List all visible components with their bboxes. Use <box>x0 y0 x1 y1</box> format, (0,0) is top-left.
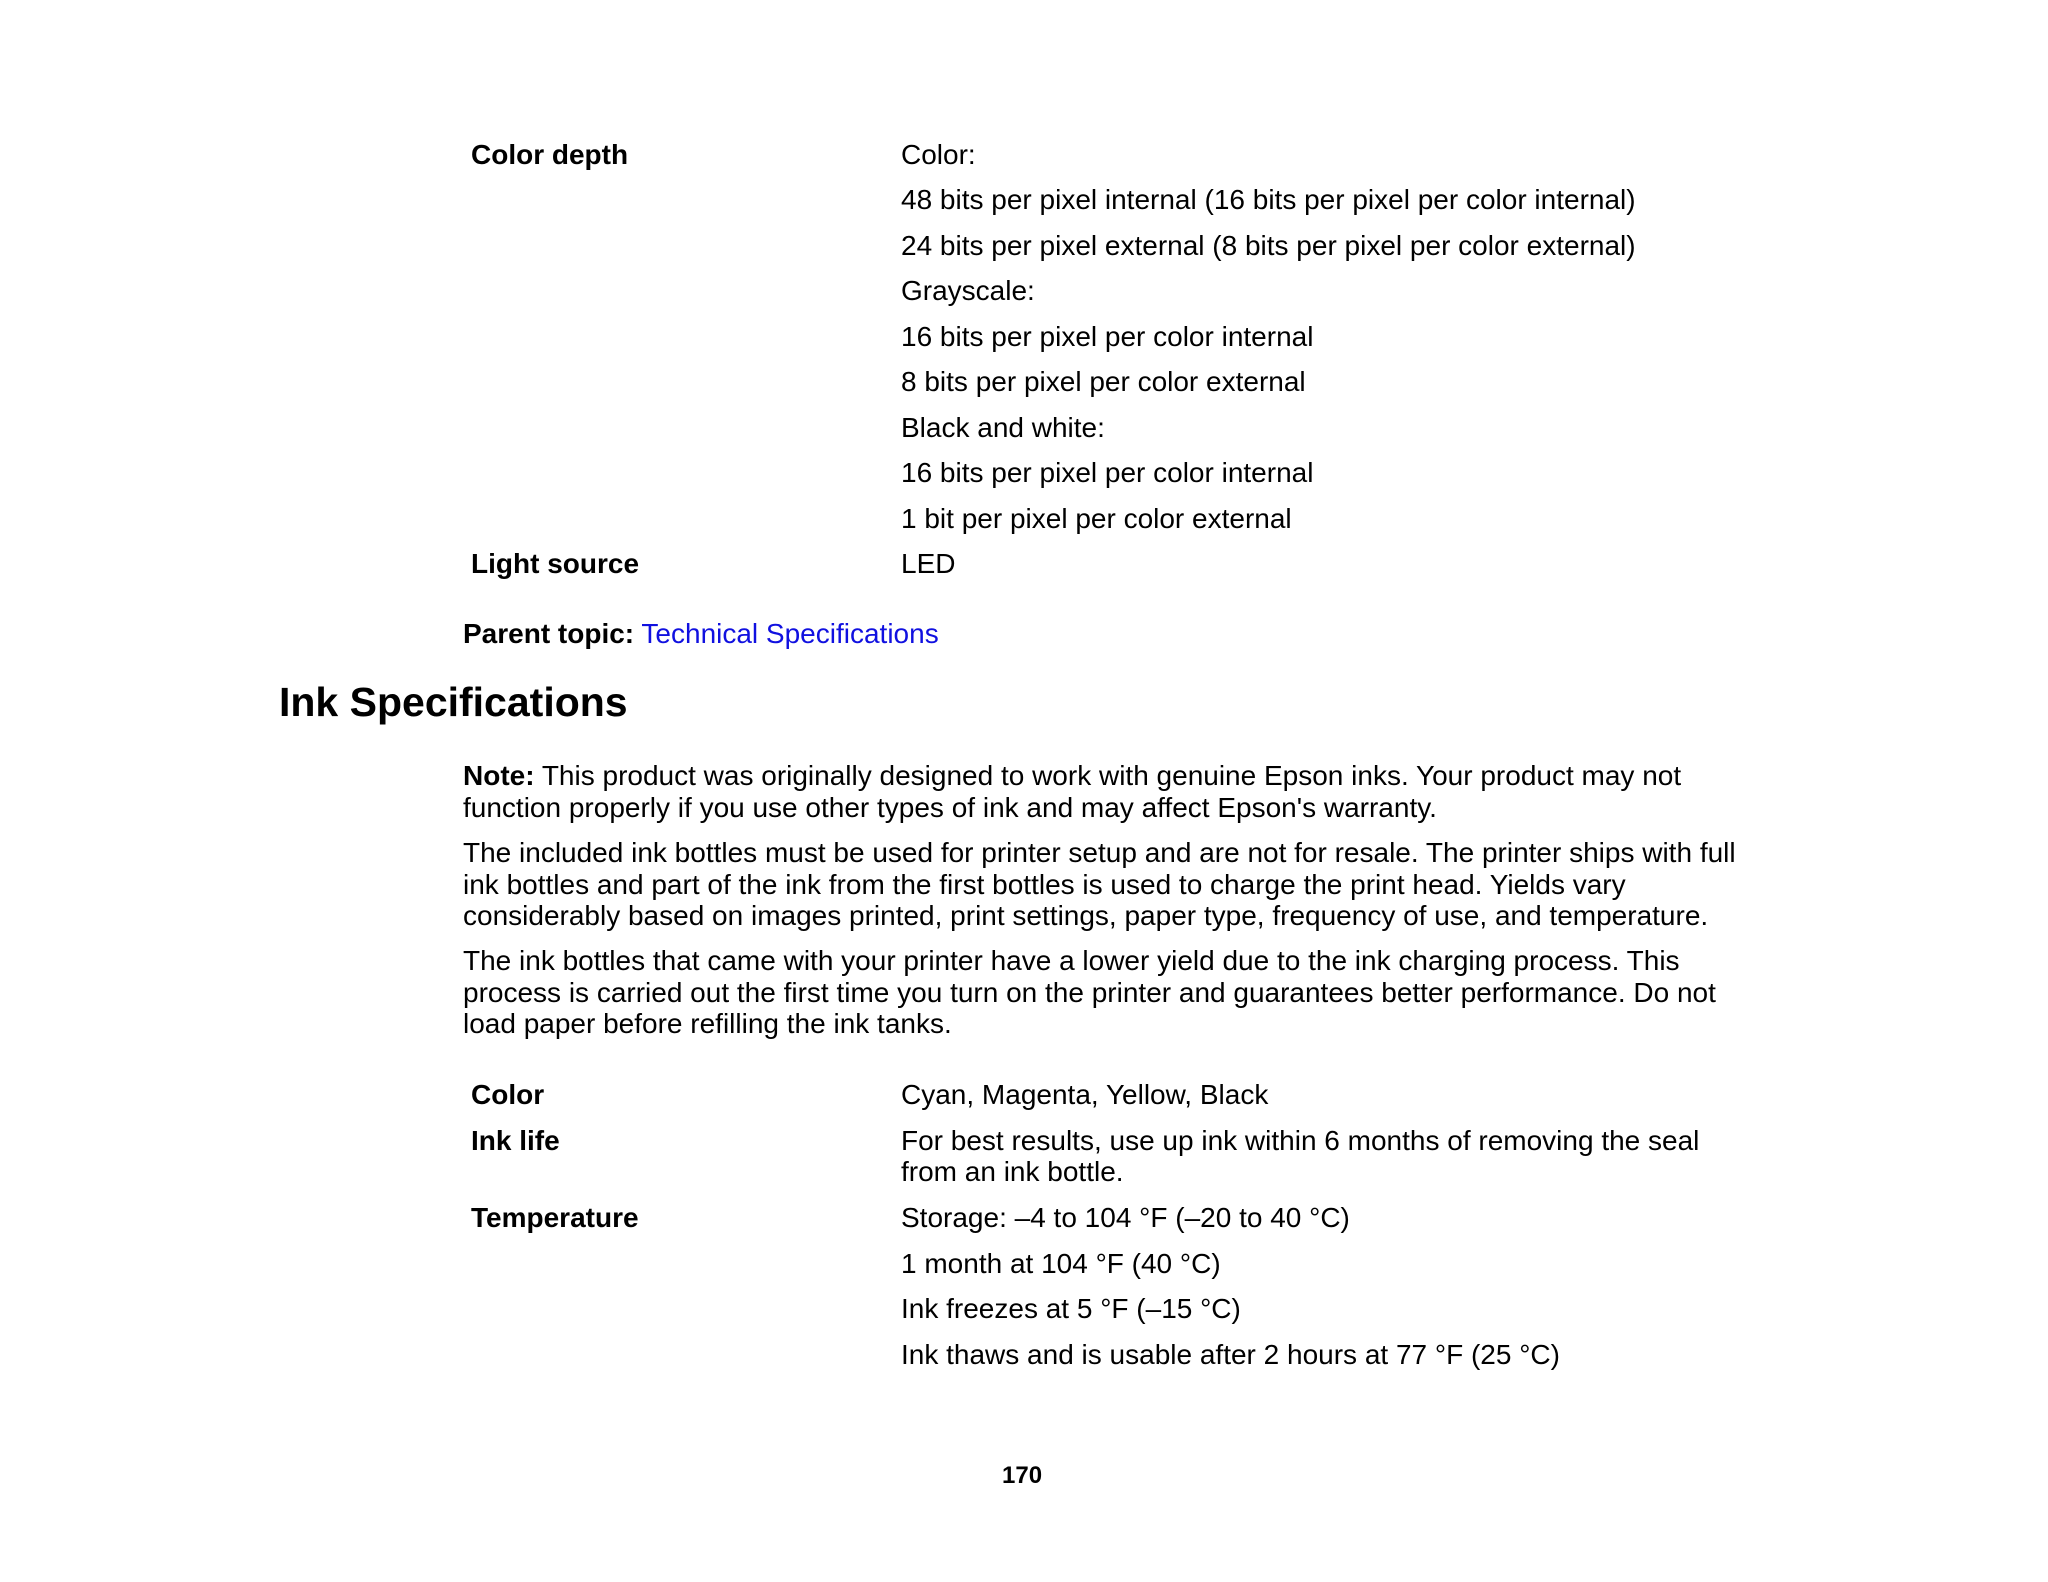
parent-topic-label: Parent topic: <box>463 618 635 649</box>
note-paragraph <box>463 760 1763 823</box>
temperature-value: Ink freezes at 5 °F (–15 °C) <box>901 1293 1241 1324</box>
color-depth-value: 1 bit per pixel per color external <box>901 503 1292 534</box>
parent-topic-link[interactable]: Technical Specifications <box>641 618 939 649</box>
paragraph-line: process is carried out the first time you turn on the printer and guarantees better performance. Do not <box>463 976 1716 1008</box>
color-depth-value: Black and white: <box>901 412 1105 443</box>
color-depth-value: 16 bits per pixel per color internal <box>901 321 1314 352</box>
ink-life-label: Ink life <box>471 1125 560 1156</box>
setup-ink-paragraph <box>463 837 1763 932</box>
color-depth-value: 16 bits per pixel per color internal <box>901 457 1314 488</box>
ink-life-value: For best results, use up ink within 6 months of removing the seal <box>901 1125 1700 1156</box>
ink-color-label: Color <box>471 1079 545 1110</box>
color-depth-label: Color depth <box>471 139 629 170</box>
parent-topic <box>463 618 939 650</box>
paragraph-line: ink bottles and part of the ink from the first bottles is used to charge the print head. Yields vary <box>463 868 1626 900</box>
paragraph-line: load paper before refilling the ink tanks. <box>463 1008 952 1039</box>
ink-color-value: Cyan, Magenta, Yellow, Black <box>901 1079 1269 1110</box>
color-depth-value: 8 bits per pixel per color external <box>901 366 1306 397</box>
ink-life-value: from an ink bottle. <box>901 1156 1124 1187</box>
note-text: function properly if you use other types of ink and may affect Epson's warranty. <box>463 791 1437 823</box>
color-depth-value: 48 bits per pixel internal (16 bits per pixel per color internal) <box>901 184 1636 215</box>
temperature-label: Temperature <box>471 1202 639 1233</box>
paragraph-line: The ink bottles that came with your printer have a lower yield due to the ink charging process. This <box>463 945 1680 976</box>
temperature-value: 1 month at 104 °F (40 °C) <box>901 1248 1221 1279</box>
paragraph-line: considerably based on images printed, print settings, paper type, frequency of use, and temperature. <box>463 900 1709 931</box>
note-label: Note: <box>463 760 535 791</box>
temperature-value: Ink thaws and is usable after 2 hours at 77 °F (25 °C) <box>901 1339 1560 1370</box>
light-source-value: LED <box>901 548 956 579</box>
light-source-label: Light source <box>471 548 640 579</box>
color-depth-value: Grayscale: <box>901 275 1035 306</box>
color-depth-value: 24 bits per pixel external (8 bits per pixel per color external) <box>901 230 1636 261</box>
section-heading: Ink Specifications <box>279 679 628 725</box>
page-number: 170 <box>1002 1462 1043 1489</box>
temperature-value: Storage: –4 to 104 °F (–20 to 40 °C) <box>901 1202 1350 1233</box>
note-text: This product was originally designed to work with genuine Epson inks. Your product may not <box>534 760 1682 791</box>
color-depth-value: Color: <box>901 139 976 170</box>
paragraph-line: The included ink bottles must be used for printer setup and are not for resale. The printer ships with full <box>463 837 1736 868</box>
ink-charging-paragraph <box>463 945 1763 1040</box>
